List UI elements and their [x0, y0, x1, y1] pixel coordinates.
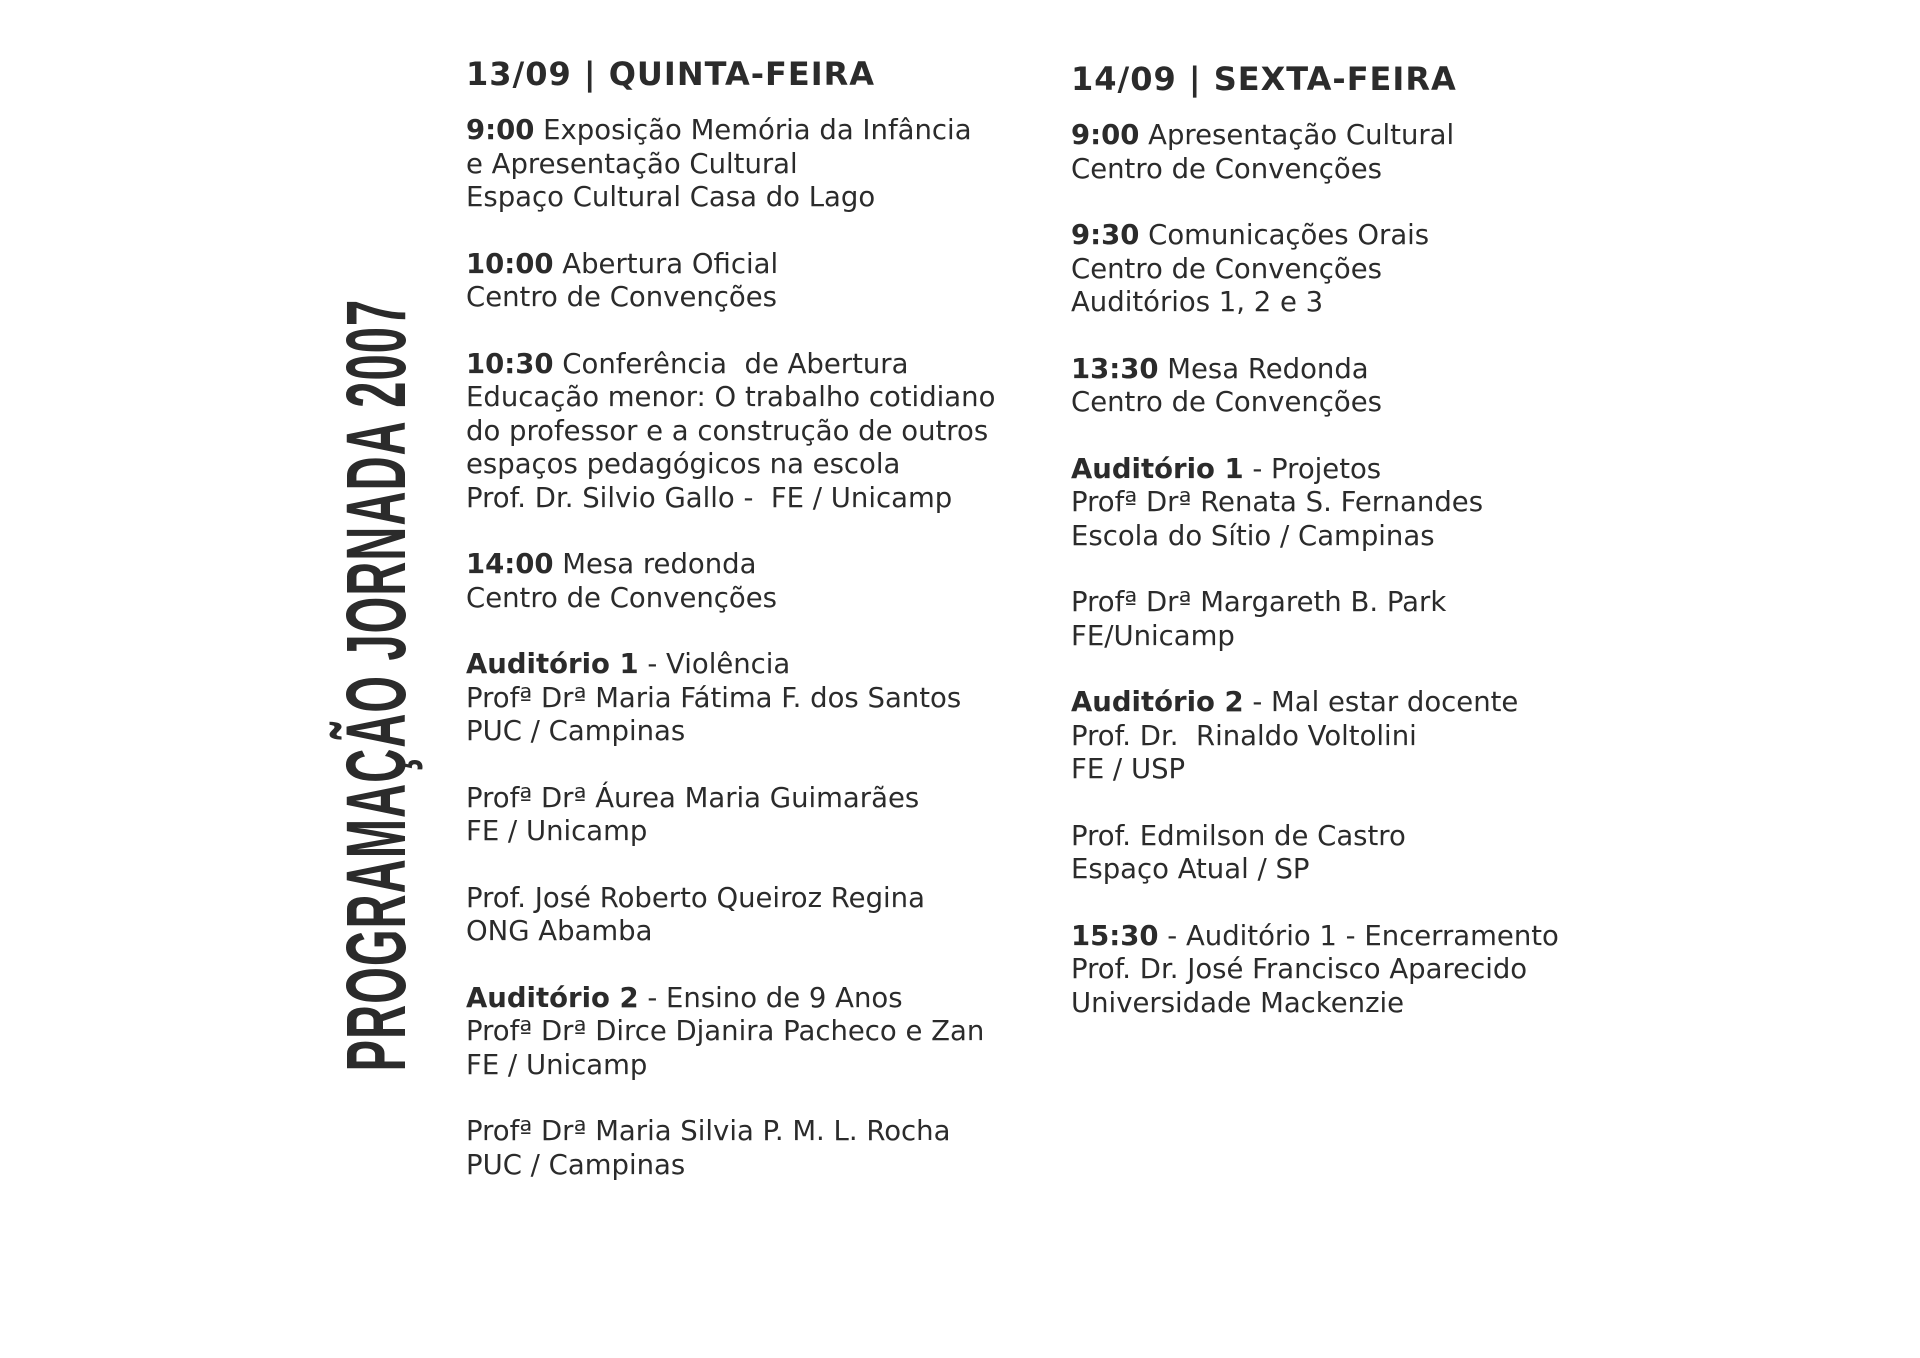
day-column-thursday [466, 54, 1026, 1215]
schedule-line-text: Centro de Convenções [1071, 252, 1382, 285]
schedule-entry [466, 348, 1026, 516]
schedule-line-text: - Violência [638, 648, 791, 680]
day-column-friday [1071, 59, 1631, 1053]
schedule-line-text: - Ensino de 9 Anos [638, 981, 903, 1014]
schedule-line-text: e Apresentação Cultural [466, 147, 798, 180]
schedule-line-text: Comunicações Orais [1139, 219, 1430, 251]
schedule-blocks-friday [1071, 119, 1631, 1020]
schedule-line-text: Prof. Dr. José Francisco Aparecido [1071, 953, 1528, 985]
schedule-line-text: Prof. José Roberto Queiroz Regina [466, 881, 925, 914]
schedule-line [466, 715, 1026, 749]
schedule-line [1071, 453, 1631, 487]
schedule-line-text: Profª Drª Maria Silvia P. M. L. Rocha [466, 1115, 951, 1147]
schedule-line-text: espaços pedagógicos na escola [466, 448, 901, 480]
schedule-line-text: Conferência de Abertura [553, 347, 909, 380]
schedule-entry [1071, 219, 1631, 320]
schedule-line [1071, 720, 1631, 754]
schedule-line [1071, 686, 1631, 720]
schedule-line-text: Profª Drª Dirce Djanira Pacheco e Zan [466, 1015, 985, 1047]
schedule-line [1071, 953, 1631, 987]
schedule-entry [466, 114, 1026, 215]
schedule-entry [466, 548, 1026, 615]
schedule-entry [466, 1115, 1026, 1182]
schedule-line-text: Mesa redonda [553, 548, 757, 580]
schedule-line [466, 1015, 1026, 1049]
vertical-page-title [329, 224, 423, 1146]
schedule-line [1071, 620, 1631, 654]
schedule-line [466, 582, 1026, 616]
schedule-line-emphasis: 15:30 [1071, 919, 1159, 952]
page-title-text: PROGRAMAÇÃO JORNADA 2007 [329, 298, 423, 1072]
schedule-line-emphasis: 13:30 [1071, 352, 1159, 385]
schedule-line [1071, 353, 1631, 387]
schedule-line-emphasis: 9:00 [466, 114, 535, 146]
schedule-entry [1071, 586, 1631, 653]
schedule-line-emphasis: Auditório 1 [466, 648, 639, 680]
schedule-line [1071, 219, 1631, 253]
schedule-entry [466, 248, 1026, 315]
schedule-line-text: Profª Drª Margareth B. Park [1071, 586, 1447, 618]
schedule-line [1071, 486, 1631, 520]
schedule-line-text: PUC / Campinas [466, 1148, 686, 1181]
schedule-line-text: Mesa Redonda [1158, 352, 1369, 385]
schedule-line [466, 815, 1026, 849]
schedule-line [466, 114, 1026, 148]
schedule-line-text: Universidade Mackenzie [1071, 986, 1405, 1019]
schedule-line-text: FE / USP [1071, 753, 1186, 785]
schedule-line-text: Apresentação Cultural [1139, 119, 1455, 151]
schedule-line-text: Profª Drª Maria Fátima F. dos Santos [466, 681, 962, 714]
schedule-entry [466, 882, 1026, 949]
schedule-line [1071, 820, 1631, 854]
schedule-line-text: Centro de Convenções [466, 581, 777, 614]
schedule-line [466, 181, 1026, 215]
schedule-line [466, 682, 1026, 716]
schedule-line [466, 982, 1026, 1016]
schedule-entry [1071, 119, 1631, 186]
schedule-line [466, 648, 1026, 682]
schedule-line-text: Prof. Dr. Rinaldo Voltolini [1071, 719, 1417, 752]
schedule-line-text: Centro de Convenções [1071, 152, 1382, 185]
schedule-line [466, 415, 1026, 449]
schedule-line-text: Exposição Memória da Infância [534, 114, 972, 146]
schedule-entry [1071, 453, 1631, 554]
schedule-line [466, 281, 1026, 315]
schedule-line-emphasis: 9:00 [1071, 119, 1140, 151]
schedule-line [466, 548, 1026, 582]
schedule-line [466, 1115, 1026, 1149]
schedule-entry [466, 648, 1026, 749]
schedule-line-emphasis: 10:00 [466, 247, 554, 280]
schedule-line [1071, 286, 1631, 320]
schedule-line [466, 381, 1026, 415]
schedule-line [1071, 586, 1631, 620]
schedule-line [1071, 753, 1631, 787]
schedule-line-text: Auditórios 1, 2 e 3 [1071, 286, 1324, 318]
schedule-line [466, 482, 1026, 516]
schedule-line-emphasis: Auditório 2 [466, 981, 639, 1014]
schedule-line-text: FE / Unicamp [466, 815, 648, 847]
schedule-line-text: - Projetos [1243, 452, 1382, 485]
schedule-line [1071, 386, 1631, 420]
day-heading-friday: 14/09 | SEXTA-FEIRA [1071, 60, 1457, 98]
schedule-line-text: Prof. Dr. Silvio Gallo - FE / Unicamp [466, 481, 953, 514]
schedule-entry [1071, 686, 1631, 787]
schedule-line-text: FE/Unicamp [1071, 619, 1235, 652]
schedule-line-text: Espaço Cultural Casa do Lago [466, 181, 876, 213]
schedule-line-text: Centro de Convenções [1071, 386, 1382, 418]
schedule-line-text: - Auditório 1 - Encerramento [1158, 919, 1559, 952]
schedule-line [1071, 520, 1631, 554]
schedule-line-text: Educação menor: O trabalho cotidiano [466, 381, 996, 413]
schedule-line [1071, 253, 1631, 287]
schedule-line-emphasis: Auditório 1 [1071, 452, 1244, 485]
schedule-entry [1071, 920, 1631, 1021]
schedule-line-emphasis: 14:00 [466, 548, 554, 580]
schedule-line [1071, 153, 1631, 187]
schedule-line [1071, 987, 1631, 1021]
schedule-line-text: Profª Drª Áurea Maria Guimarães [466, 781, 920, 814]
schedule-line-text: Abertura Oficial [553, 247, 779, 280]
schedule-line [466, 882, 1026, 916]
schedule-line [466, 1149, 1026, 1183]
schedule-line-emphasis: 10:30 [466, 347, 554, 380]
schedule-line-text: - Mal estar docente [1243, 686, 1519, 718]
schedule-line-text: ONG Abamba [466, 915, 653, 947]
schedule-line-emphasis: Auditório 2 [1071, 686, 1244, 718]
schedule-line-text: PUC / Campinas [466, 715, 686, 747]
schedule-line-text: do professor e a construção de outros [466, 414, 989, 447]
schedule-line [1071, 920, 1631, 954]
schedule-entry [1071, 353, 1631, 420]
schedule-line [466, 448, 1026, 482]
schedule-line-text: Espaço Atual / SP [1071, 853, 1310, 885]
schedule-blocks-thursday [466, 114, 1026, 1182]
schedule-line [466, 248, 1026, 282]
schedule-line [466, 348, 1026, 382]
schedule-line [466, 782, 1026, 816]
schedule-line [466, 148, 1026, 182]
schedule-line-text: Centro de Convenções [466, 281, 777, 313]
schedule-line-text: FE / Unicamp [466, 1048, 648, 1081]
schedule-line-text: Escola do Sítio / Campinas [1071, 519, 1435, 552]
schedule-line [466, 915, 1026, 949]
schedule-line [466, 1049, 1026, 1083]
schedule-line-text: Profª Drª Renata S. Fernandes [1071, 486, 1484, 518]
day-heading-thursday: 13/09 | QUINTA-FEIRA [466, 55, 876, 93]
schedule-line-text: Prof. Edmilson de Castro [1071, 819, 1406, 852]
schedule-line-emphasis: 9:30 [1071, 219, 1140, 251]
schedule-line [1071, 119, 1631, 153]
schedule-line [1071, 853, 1631, 887]
schedule-entry [466, 782, 1026, 849]
schedule-entry [466, 982, 1026, 1083]
schedule-entry [1071, 820, 1631, 887]
